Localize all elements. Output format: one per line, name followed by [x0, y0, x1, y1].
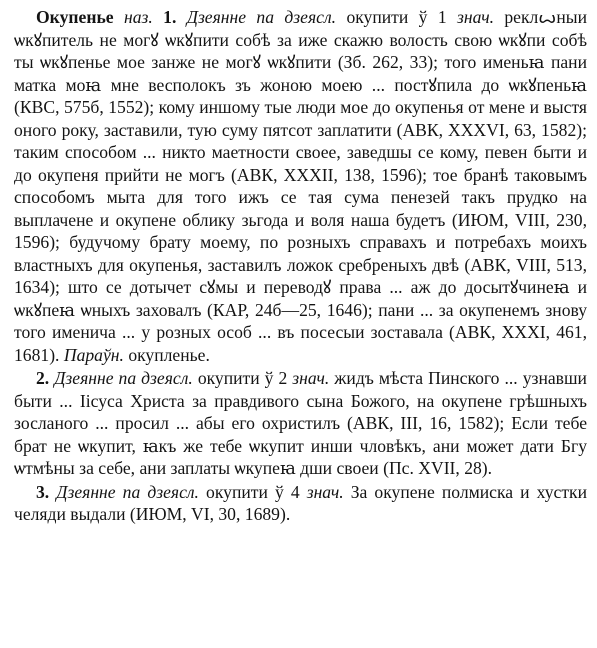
sense-definition: Дзеянне па дзеясл. [56, 481, 199, 502]
reference-label: знач. [292, 368, 330, 388]
sense-definition: Дзеянне па дзеясл. [186, 7, 337, 27]
headword: Окупенье [36, 7, 114, 27]
reference-word: окупити [206, 481, 268, 502]
citation-text: реклꙍныи ѡкꙋпитель не могꙋ ѡкꙋпити собѣ за иже скажю волость свою ѡкꙋпи собѣ ты ѡкꙋпенье мое занже не могꙋ ѡкꙋпити (Зб. 262, 33); того именьꙗ пани матка моꙗ мне весполокъ зъ жоною моею ... постꙋпила до ѡкꙋпеньꙗ (КВС, 575б, 1552); кому иншому тые люди мое до окупенья от мене и выстя оного року, заставили, тую суму пятсот заплатити (АВК, XXXVI, 63, 1582); таким способом ... никто маетности своее, заведшы се кому, певен быти и до окупеня прийти не могъ (АВК, XXXII, 138, 1596); тое бранѣ таковымъ способомъ мыта для того ижъ се тая сума пенезей такъ прудко на выплачене и окупене облику зьгода и воля наша будетъ (ИЮМ, VIII, 230, 1596); будучому брату моему, по розныхъ справахъ и потребахъ моихъ властныхъ для окупенья, заставилъ ложок сребреныхъ двѣ (АВК, VIII, 513, 1634); што се дотычет сꙋмы и переводꙋ права ... аж до досытꙋчинеꙗ и ѡкꙋпеꙗ ѡныхъ заховалъ (КАР, 24б—25, 1646); пани ... за окупенемъ знову того именича ... у розных особ ... въ посесыи зоставала (АВК, XXXI, 461, 1681). [14, 7, 588, 365]
reference-sense: ў 1 [418, 7, 447, 27]
citation-text: жидъ мѣста Пинского ... узнавши быти ... Іісуса Христа за правдивого сына Божого, на окупене грѣшныхъ зосланого ... просил ... абы его охристилъ (АВК, III, 16, 1582); Если тебе брат не ѡкупит, ꙗкъ же тебе ѡкупит инши чловѣкъ, ани может дати Бгу ѡтмѣны за себе, ани заплаты ѡкупеꙗ дши своеи (Пс. XVII, 28). [14, 368, 587, 478]
sense-definition: Дзеянне па дзеясл. [54, 368, 193, 388]
sense-number: 1. [163, 7, 177, 27]
reference-sense: ў 4 [274, 481, 300, 502]
part-of-speech: наз. [123, 7, 153, 27]
sense-2 [14, 367, 587, 480]
reference-sense: ў 2 [264, 368, 288, 388]
reference-label: знач. [457, 7, 494, 27]
sense-number: 2. [36, 368, 50, 388]
reference-label: знач. [306, 481, 344, 502]
reference-word: окупити [197, 368, 260, 388]
parallel-word: окупленье. [128, 344, 210, 365]
sense-1 [14, 6, 587, 366]
reference-word: окупити [346, 7, 409, 27]
sense-number: 3. [36, 481, 50, 502]
parallel-label: Параўн. [63, 344, 124, 365]
sense-3 [14, 481, 587, 526]
citation-text: За окупене полмиска и хустки челяди выдали (ИЮМ, VI, 30, 1689). [14, 481, 587, 524]
